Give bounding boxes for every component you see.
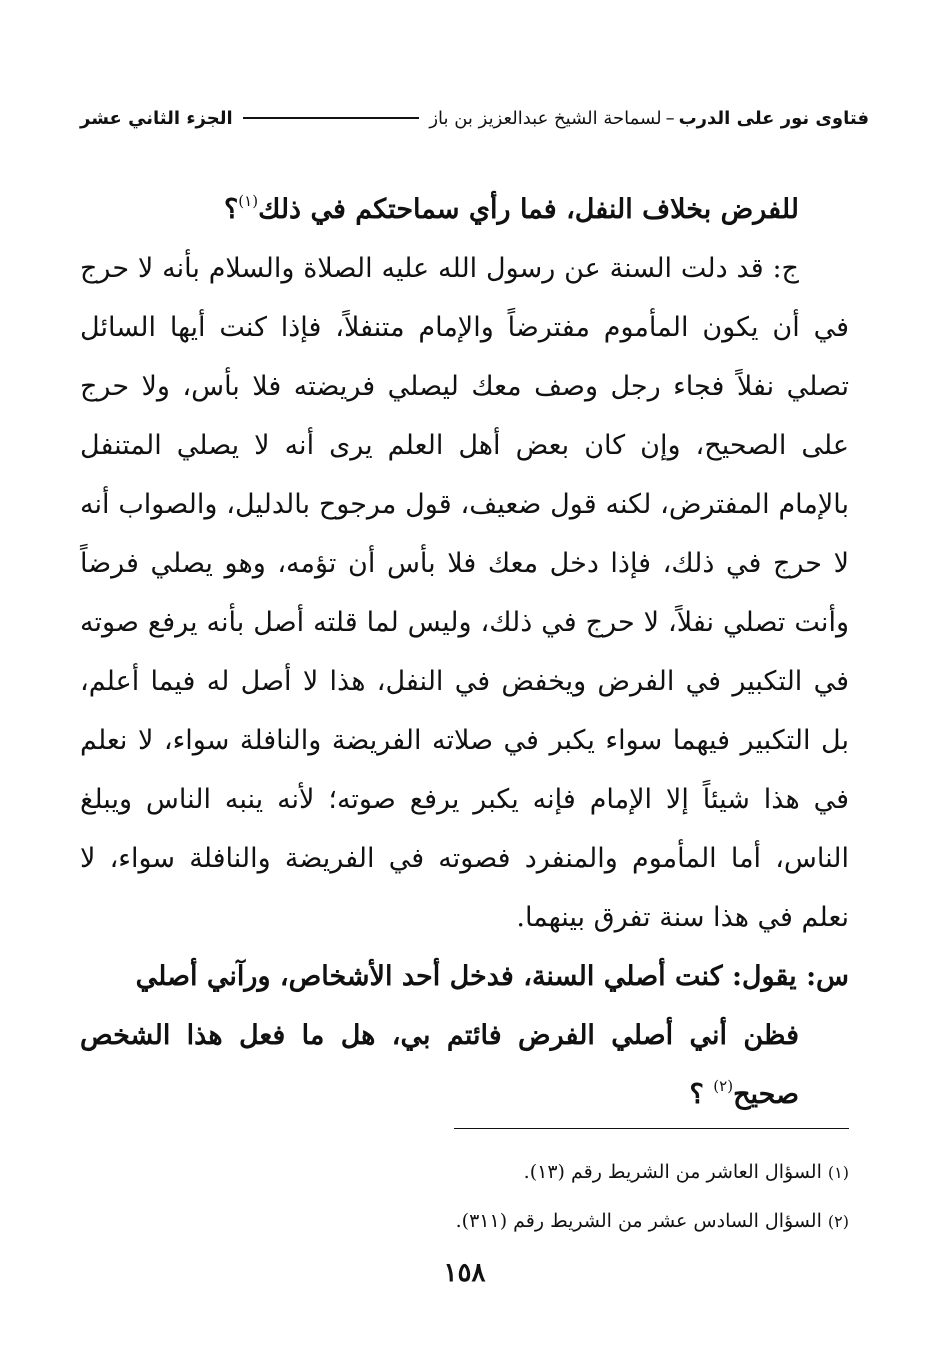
question-continuation-text: للفرض بخلاف النفل، فما رأي سماحتكم في ذلك xyxy=(258,194,799,225)
header-title-group xyxy=(429,108,869,129)
question2-mark: ؟ xyxy=(689,1079,714,1110)
book-title: فتاوى نور على الدرب xyxy=(678,107,869,129)
footnote-1-number: (١) xyxy=(827,1163,849,1182)
answer-paragraph xyxy=(80,239,849,947)
question2-first-line: س: يقول: كنت أصلي السنة، فدخل أحد الأشخاص، ورآني أصلي xyxy=(135,961,849,992)
question2-rest: فظن أني أصلي الفرض فائتم بي، هل ما فعل هذا الشخص صحيح xyxy=(80,1020,799,1110)
footnote-2-number: (٢) xyxy=(827,1212,849,1231)
answer-lead: ج: قد دلت السنة عن رسول الله عليه الصلاة والسلام بأنه لا حرج في أن xyxy=(80,253,849,343)
question-paragraph xyxy=(80,947,849,1124)
header-dash: – xyxy=(665,107,675,129)
footnotes xyxy=(80,1148,849,1246)
header-rule xyxy=(243,117,420,119)
answer-body: يكون المأموم مفترضاً والإمام متنفلاً، فإذا كنت أيها السائل تصلي نفلاً فجاء رجل وصف معك ليصلي فريضته فلا بأس، ولا حرج على الصحيح، وإن كان بعض أهل العلم يرى أنه لا يصلي المتنفل بالإمام المفترض، لكنه قول ضعيف، قول مرجوح بالدليل، والصواب أنه لا حرج في ذلك، فإذا دخل معك فلا بأس أن تؤمه، وهو يصلي فرضاً وأنت تصلي نفلاً، لا حرج في ذلك، وليس لما قلته أصل بأنه يرفع صوته في التكبير في الفرض ويخفض في النفل، هذا لا أصل له فيما أعلم، بل التكبير فيهما سواء يكبر في صلاته الفريضة والنافلة سواء، لا نعلم في هذا شيئاً إلا الإمام فإنه يكبر يرفع صوته؛ لأنه ينبه الناس ويبلغ الناس، أما المأموم والمنفرد فصوته في الفريضة والنافلة سواء، لا نعلم في هذا سنة تفرق بينهما. xyxy=(80,312,849,933)
footnote-1 xyxy=(80,1148,849,1197)
footnote-2 xyxy=(80,1197,849,1246)
footnote-ref-2: (٢) xyxy=(713,1077,734,1095)
page-number: ١٥٨ xyxy=(443,1258,486,1288)
question-continuation xyxy=(80,180,849,239)
question-mark: ؟ xyxy=(223,194,239,225)
footnote-1-text: السؤال العاشر من الشريط رقم (١٣). xyxy=(523,1161,822,1183)
author-name: لسماحة الشيخ عبدالعزيز بن باز xyxy=(429,107,662,129)
footnote-separator xyxy=(454,1128,849,1129)
main-text xyxy=(80,180,849,1124)
question2-rest-wrap xyxy=(80,1006,849,1124)
footnote-2-text: السؤال السادس عشر من الشريط رقم (٣١١). xyxy=(455,1210,822,1232)
running-header xyxy=(80,98,869,138)
volume-part: الجزء الثاني عشر xyxy=(80,107,233,129)
footnote-ref-1: (١) xyxy=(238,192,259,210)
